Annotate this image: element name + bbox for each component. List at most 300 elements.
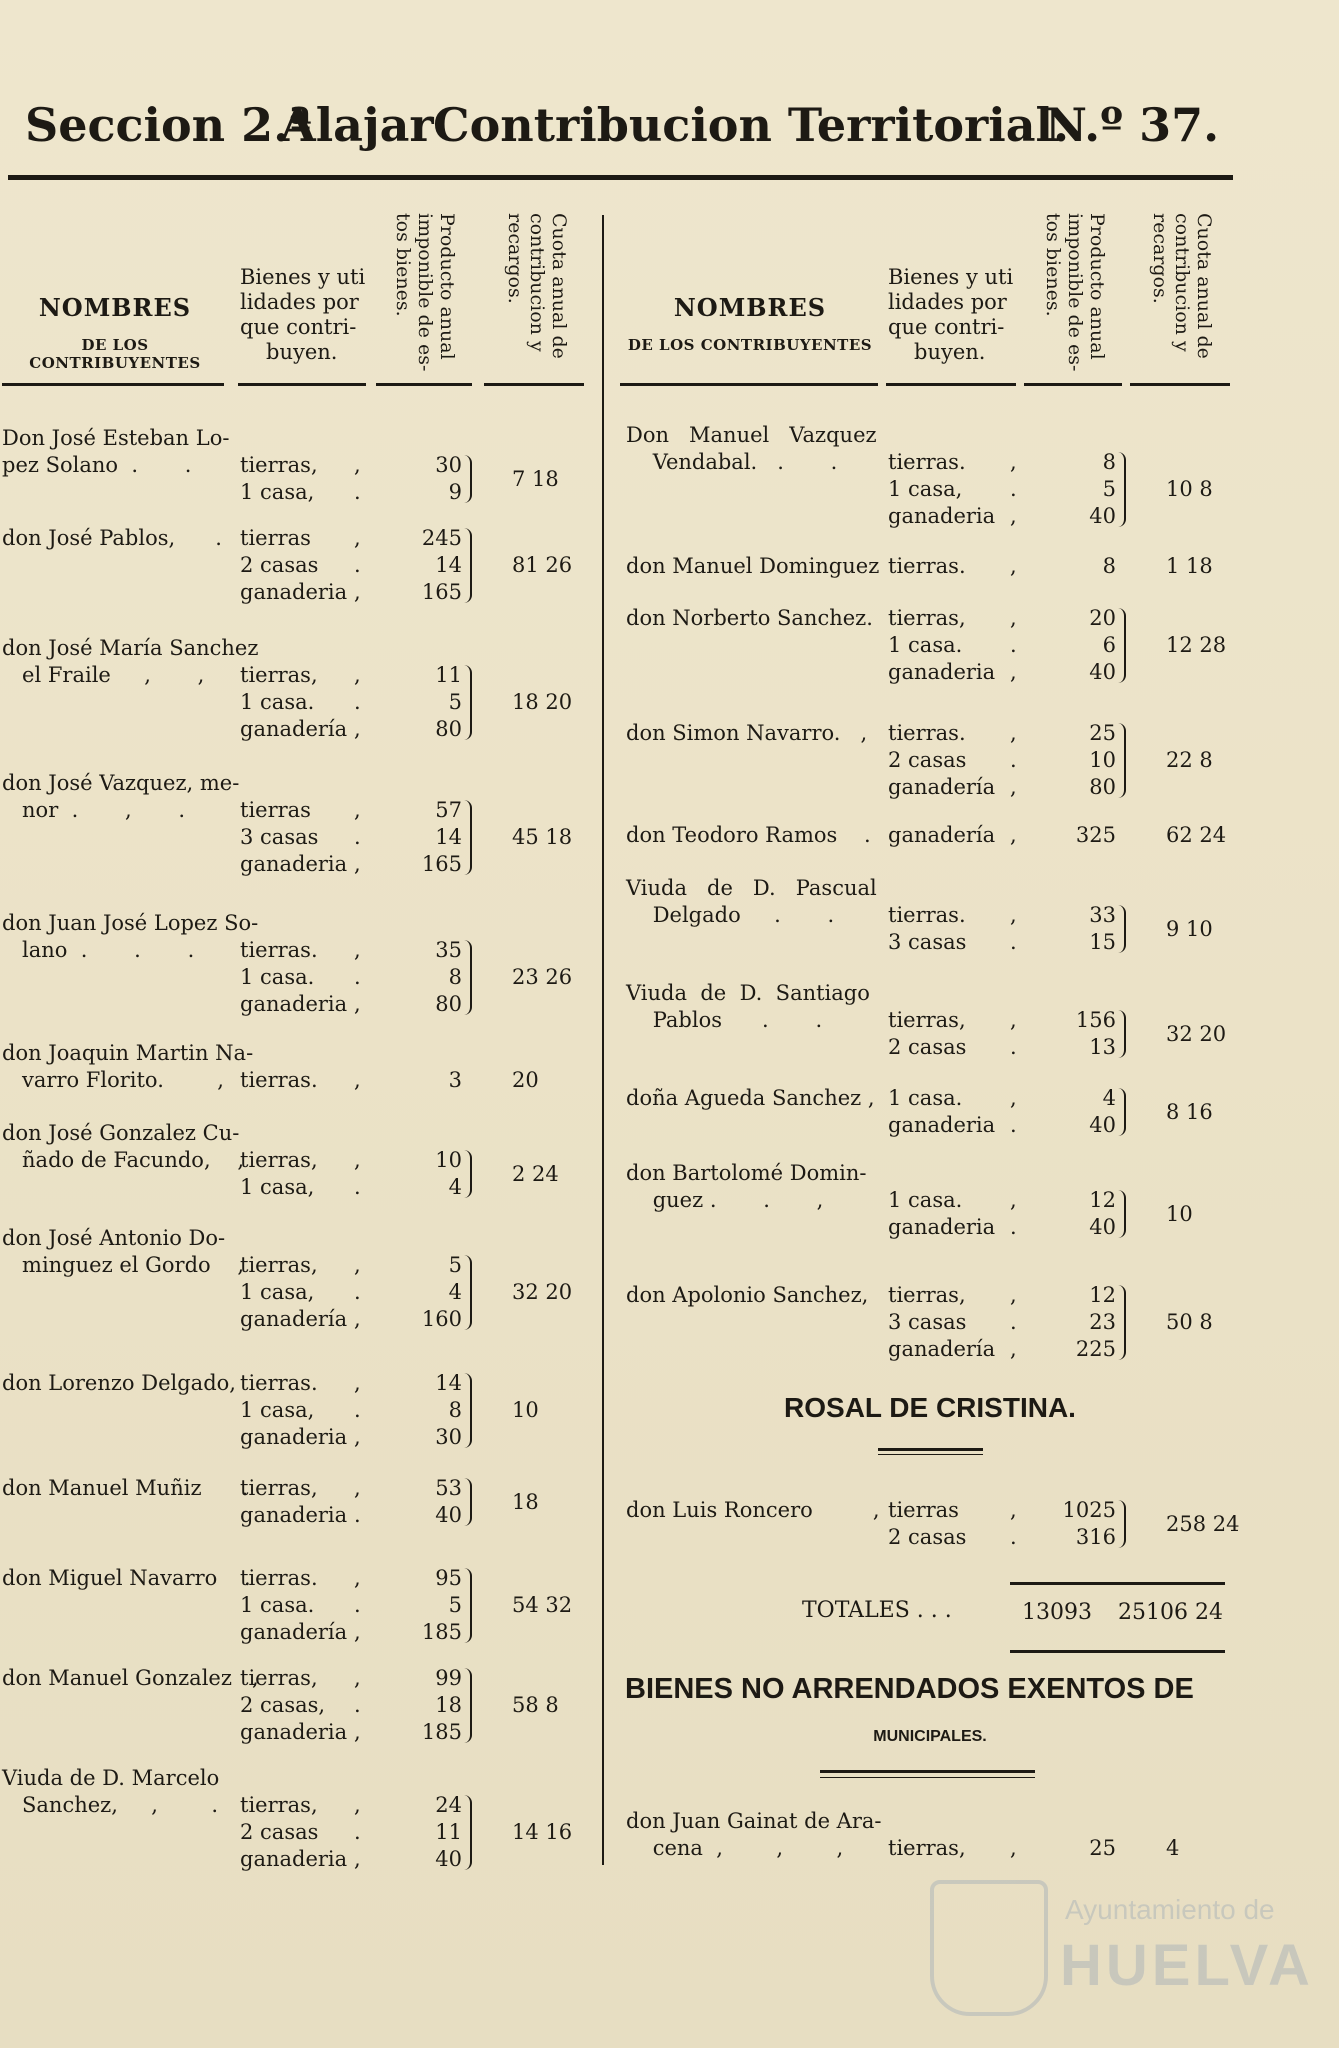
town-name: Alajar	[280, 98, 434, 152]
property-type: ganaderia	[888, 504, 996, 528]
brace-mark	[464, 940, 472, 1015]
producto-value: 99	[435, 1666, 462, 1690]
leader-mark: ,	[354, 992, 361, 1016]
brace-mark	[464, 1795, 472, 1870]
brace-mark	[464, 1373, 472, 1448]
producto-value: 53	[435, 1476, 462, 1500]
leader-mark: .	[1010, 633, 1017, 657]
producto-value: 5	[1102, 477, 1116, 501]
header-underline	[238, 383, 366, 386]
producto-value: 40	[1089, 1215, 1116, 1239]
property-type: 3 casas	[240, 825, 319, 849]
leader-mark: .	[1010, 1035, 1017, 1059]
leader-mark: ,	[1010, 1283, 1017, 1307]
cuota-value: 258 24	[1166, 1511, 1240, 1536]
brace-mark	[1118, 905, 1126, 953]
property-type: ganaderia	[240, 1425, 348, 1449]
cuota-value: 23 26	[512, 965, 573, 989]
taxpayer-name: don Juan José Lopez So-	[2, 911, 259, 935]
property-type: tierras.	[888, 554, 966, 578]
leader-mark: ,	[354, 852, 361, 876]
leader-mark: ,	[1010, 903, 1017, 927]
leader-mark: ,	[354, 1476, 361, 1500]
leader-mark: ,	[1010, 606, 1017, 630]
producto-value: 4	[1102, 1086, 1116, 1110]
bienes-line: que contri-	[888, 315, 1005, 339]
leader-mark: ,	[354, 1666, 361, 1690]
producto-value: 40	[1089, 660, 1116, 684]
property-type: tierras.	[240, 1068, 318, 1092]
taxpayer-name: Don Manuel Vazquez	[626, 423, 877, 447]
cuota-value: 7 18	[512, 466, 559, 491]
property-type: ganaderia	[888, 660, 996, 684]
cuota-value: 9 10	[1166, 916, 1213, 941]
producto-value: 10	[435, 1148, 462, 1172]
bienes-line: buyen.	[266, 340, 338, 364]
leader-mark: .	[354, 1175, 361, 1199]
property-type: 2 casas	[240, 553, 319, 577]
cuota-value: 32 20	[1166, 1021, 1227, 1046]
property-type: ganaderia	[240, 852, 348, 876]
producto-value: 4	[448, 1175, 462, 1199]
totals-cuota: 25106 24	[1118, 1600, 1223, 1625]
leader-mark: ,	[1010, 1337, 1017, 1361]
leader-mark: .	[1010, 930, 1017, 954]
producto-value: 57	[435, 798, 462, 822]
taxpayer-name: don Joaquin Martin Na-	[2, 1041, 254, 1065]
bienes-line: lidades por	[240, 290, 359, 314]
leader-mark: ,	[1010, 450, 1017, 474]
property-type: ganadería	[240, 717, 348, 741]
taxpayer-name: don Lorenzo Delgado,	[2, 1371, 236, 1395]
producto-value: 10	[1089, 748, 1116, 772]
leader-mark: ,	[354, 663, 361, 687]
cuota-value: 14 16	[512, 1820, 573, 1844]
property-type: 1 casa.	[888, 1188, 963, 1212]
producto-value: 40	[435, 1503, 462, 1527]
leader-mark: ,	[354, 1847, 361, 1871]
property-type: tierras,	[240, 1476, 318, 1500]
property-type: tierras,	[888, 1008, 966, 1032]
names-header-title: NOMBRES	[38, 293, 192, 322]
producto-value: 30	[435, 1425, 462, 1449]
leader-mark: ,	[1010, 660, 1017, 684]
taxpayer-name: don Bartolomé Domin-	[626, 1161, 867, 1185]
tax-title: Contribucion Territorial.	[433, 98, 1070, 152]
leader-mark: .	[354, 1820, 361, 1844]
cuota-value: 45 18	[512, 825, 573, 849]
producto-value: 14	[435, 1371, 462, 1395]
property-type: ganadería	[240, 1620, 348, 1644]
producto-value: 185	[421, 1620, 462, 1644]
taxpayer-name: don Teodoro Ramos .	[626, 823, 871, 847]
producto-value: 80	[435, 992, 462, 1016]
header-underline	[886, 383, 1016, 386]
taxpayer-name: don Apolonio Sanchez,	[626, 1283, 869, 1307]
brace-mark	[1118, 723, 1126, 798]
producto-value: 25	[1089, 721, 1116, 745]
cuota-value: 2 24	[512, 1161, 559, 1186]
property-type: 1 casa,	[240, 480, 315, 504]
producto-value: 5	[448, 1253, 462, 1277]
cuota-value: 12 28	[1166, 633, 1227, 657]
bienes-line: buyen.	[914, 340, 986, 364]
cuota-value: 20	[512, 1068, 539, 1092]
leader-mark: ,	[354, 580, 361, 604]
page-title	[25, 98, 1235, 168]
leader-mark: ,	[354, 526, 361, 550]
leader-mark: .	[354, 553, 361, 577]
producto-value: 9	[448, 480, 462, 504]
coat-of-arms-icon	[930, 1880, 1048, 2016]
property-type: tierras	[240, 798, 311, 822]
property-type: tierras,	[888, 1836, 966, 1860]
leader-mark: ,	[1010, 1086, 1017, 1110]
taxpayer-name: Don José Esteban Lo-	[2, 426, 230, 450]
property-type: tierras,	[240, 453, 318, 477]
producto-value: 8	[1102, 450, 1116, 474]
taxpayer-name: don José Antonio Do-	[2, 1226, 226, 1250]
property-type: tierras.	[888, 903, 966, 927]
producto-value: 8	[1102, 554, 1116, 578]
brace-mark	[464, 800, 472, 875]
property-type: tierras,	[888, 606, 966, 630]
property-type: tierras,	[240, 1148, 318, 1172]
property-type: tierras	[888, 1498, 959, 1522]
bienes-line: que contri-	[240, 315, 357, 339]
property-type: tierras,	[888, 1283, 966, 1307]
leader-mark: .	[354, 1503, 361, 1527]
property-type: 3 casas	[888, 930, 967, 954]
taxpayer-name: pez Solano . .	[2, 453, 192, 477]
cuota-value: 1 18	[1166, 554, 1213, 578]
leader-mark: .	[1010, 748, 1017, 772]
leader-mark: ,	[1010, 504, 1017, 528]
taxpayer-name: don Miguel Navarro .	[2, 1566, 251, 1590]
property-type: ganaderia	[888, 1215, 996, 1239]
property-type: tierras	[240, 526, 311, 550]
leader-mark: ,	[354, 798, 361, 822]
leader-mark: ,	[1010, 1008, 1017, 1032]
watermark	[930, 1880, 1330, 2010]
property-type: ganaderia	[240, 1847, 348, 1871]
producto-value: 165	[421, 580, 462, 604]
header-underline	[2, 383, 224, 386]
property-type: 1 casa,	[240, 1280, 315, 1304]
property-type: 1 casa.	[240, 690, 315, 714]
names-header-subtitle: DE LOS CONTRIBUYENTES	[627, 336, 873, 354]
rosal-ornament-rule	[878, 1448, 983, 1451]
cuota-value: 81 26	[512, 553, 573, 577]
rosal-heading: ROSAL DE CRISTINA.	[784, 1392, 1076, 1423]
producto-value: 8	[448, 1398, 462, 1422]
header-underline	[1024, 383, 1122, 386]
page-number: N.º 37.	[1045, 98, 1220, 152]
taxpayer-name: don Luis Roncero ,	[626, 1498, 880, 1522]
leader-mark: ,	[1010, 775, 1017, 799]
property-type: tierras,	[240, 1793, 318, 1817]
producto-value: 1025	[1062, 1498, 1116, 1522]
property-type: tierras.	[888, 450, 966, 474]
leader-mark: .	[354, 480, 361, 504]
leader-mark: ,	[354, 1793, 361, 1817]
property-type: tierras.	[240, 1566, 318, 1590]
brace-mark	[1118, 1010, 1126, 1058]
header-underline	[620, 383, 878, 386]
cuota-value: 54 32	[512, 1593, 573, 1617]
producto-value: 35	[435, 938, 462, 962]
taxpayer-name: el Fraile , ,	[2, 663, 205, 687]
property-type: 1 casa,	[240, 1175, 315, 1199]
property-type: 1 casa,	[240, 1398, 315, 1422]
property-type: 2 casas	[888, 1035, 967, 1059]
leader-mark: .	[354, 1398, 361, 1422]
producto-value: 5	[448, 690, 462, 714]
producto-value: 316	[1075, 1525, 1116, 1549]
names-header	[0, 293, 230, 372]
producto-value: 23	[1089, 1310, 1116, 1334]
producto-value: 225	[1075, 1337, 1116, 1361]
taxpayer-name: nor . , .	[2, 798, 186, 822]
rosal-ornament-rule	[878, 1454, 983, 1455]
leader-mark: ,	[354, 717, 361, 741]
brace-mark	[1118, 452, 1126, 527]
leader-mark: ,	[354, 453, 361, 477]
leader-mark: ,	[354, 1620, 361, 1644]
property-type: tierras.	[888, 721, 966, 745]
taxpayer-name: don José Pablos, .	[2, 526, 222, 550]
property-type: ganaderia	[240, 1720, 348, 1744]
producto-value: 14	[435, 825, 462, 849]
taxpayer-name: guez . . ,	[626, 1188, 824, 1212]
header-underline	[376, 383, 472, 386]
property-type: 1 casa.	[888, 633, 963, 657]
taxpayer-name: don Juan Gainat de Ara-	[626, 1809, 882, 1833]
brace-mark	[1118, 608, 1126, 683]
cuota-value: 32 20	[512, 1280, 573, 1304]
bienes-line: Bienes y uti	[888, 265, 1014, 289]
taxpayer-name: don José Gonzalez Cu-	[2, 1121, 240, 1145]
leader-mark: .	[1010, 1310, 1017, 1334]
property-type: tierras,	[240, 1253, 318, 1277]
taxpayer-name: don José Vazquez, me-	[2, 771, 240, 795]
column-divider	[602, 215, 604, 1865]
property-type: tierras.	[240, 938, 318, 962]
producto-header: Producto anual imponible de es- tos bienes.	[1042, 213, 1108, 372]
producto-value: 15	[1089, 930, 1116, 954]
property-type: ganadería	[888, 1337, 996, 1361]
property-type: tierras,	[240, 1666, 318, 1690]
producto-value: 6	[1102, 633, 1116, 657]
taxpayer-name: varro Florito. ,	[2, 1068, 224, 1092]
property-type: ganaderia	[240, 580, 348, 604]
brace-mark	[464, 1668, 472, 1743]
brace-mark	[464, 1255, 472, 1330]
property-type: 2 casas	[888, 748, 967, 772]
leader-mark: ,	[1010, 1498, 1017, 1522]
leader-mark: ,	[1010, 721, 1017, 745]
exentos-heading: BIENES NO ARRENDADOS EXENTOS DE	[625, 1673, 1194, 1705]
taxpayer-name: Sanchez, , .	[2, 1793, 219, 1817]
leader-mark: .	[1010, 1113, 1017, 1137]
taxpayer-name: lano . . .	[2, 938, 195, 962]
watermark-line2: HUELVA	[1060, 1933, 1314, 1998]
leader-mark: .	[354, 825, 361, 849]
property-type: 2 casas,	[240, 1693, 326, 1717]
property-type: 1 casa,	[888, 477, 963, 501]
taxpayer-name: ñado de Facundo, ,	[2, 1148, 244, 1172]
leader-mark: ,	[354, 1148, 361, 1172]
leader-mark: ,	[1010, 1188, 1017, 1212]
taxpayer-name: cena , , ,	[626, 1836, 844, 1860]
leader-mark: ,	[354, 1566, 361, 1590]
totals-rule	[1010, 1650, 1225, 1653]
brace-mark	[464, 1150, 472, 1198]
watermark-line1: Ayuntamiento de	[1065, 1894, 1275, 1925]
producto-value: 24	[435, 1793, 462, 1817]
taxpayer-name: Vendabal. . .	[626, 450, 838, 474]
cuota-value: 18 20	[512, 690, 573, 714]
taxpayer-name: don José María Sanchez	[2, 636, 259, 660]
brace-mark	[464, 455, 472, 503]
cuota-value: 4	[1166, 1836, 1180, 1860]
property-type: ganaderia	[888, 1113, 996, 1137]
leader-mark: .	[354, 965, 361, 989]
producto-value: 40	[1089, 504, 1116, 528]
names-header-subtitle: DE LOS CONTRIBUYENTES	[29, 336, 201, 372]
exentos-subheading: MUNICIPALES.	[873, 1728, 987, 1745]
producto-value: 5	[448, 1593, 462, 1617]
brace-mark	[1118, 1190, 1126, 1238]
property-type: ganaderia	[240, 992, 348, 1016]
producto-value: 13	[1089, 1035, 1116, 1059]
exentos-ornament-rule	[820, 1777, 1035, 1778]
cuota-value: 10	[512, 1398, 539, 1422]
brace-mark	[1118, 1500, 1126, 1548]
leader-mark: .	[1010, 1215, 1017, 1239]
leader-mark: ,	[354, 1307, 361, 1331]
producto-value: 3	[448, 1068, 462, 1092]
property-type: 1 casa.	[240, 965, 315, 989]
producto-value: 30	[435, 453, 462, 477]
taxpayer-name: minguez el Gordo ,	[2, 1253, 245, 1277]
producto-value: 156	[1075, 1008, 1116, 1032]
leader-mark: .	[1010, 1525, 1017, 1549]
brace-mark	[464, 665, 472, 740]
cuota-value: 18	[512, 1489, 539, 1514]
leader-mark: ,	[354, 1720, 361, 1744]
property-type: ganadería	[888, 823, 996, 847]
brace-mark	[464, 1478, 472, 1526]
taxpayer-name: Viuda de D. Santiago	[626, 981, 870, 1005]
producto-value: 14	[435, 553, 462, 577]
leader-mark: .	[354, 1593, 361, 1617]
producto-value: 165	[421, 852, 462, 876]
cuota-value: 62 24	[1166, 823, 1227, 847]
leader-mark: ,	[354, 1068, 361, 1092]
right-table-header	[620, 205, 1240, 395]
taxpayer-name: Viuda de D. Marcelo	[2, 1766, 220, 1790]
taxpayer-name: don Manuel Dominguez	[626, 554, 880, 578]
taxpayer-name: don Norberto Sanchez.	[626, 606, 873, 630]
taxpayer-name: don Simon Navarro. ,	[626, 721, 868, 745]
leader-mark: ,	[354, 1371, 361, 1395]
brace-mark	[464, 528, 472, 603]
leader-mark: ,	[354, 1425, 361, 1449]
taxpayer-name: don Manuel Gonzalez ,	[2, 1666, 259, 1690]
producto-value: 40	[435, 1847, 462, 1871]
producto-value: 25	[1089, 1836, 1116, 1860]
producto-value: 11	[435, 663, 462, 687]
exentos-ornament-rule	[820, 1770, 1035, 1773]
brace-mark	[1118, 1088, 1126, 1136]
property-type: ganadería	[240, 1307, 348, 1331]
property-type: ganaderia	[240, 1503, 348, 1527]
brace-mark	[464, 1568, 472, 1643]
leader-mark: ,	[1010, 823, 1017, 847]
left-table-header	[0, 205, 600, 395]
producto-header: Producto anual imponible de es- tos bienes.	[392, 213, 458, 372]
producto-value: 12	[1089, 1283, 1116, 1307]
leader-mark: .	[1010, 477, 1017, 501]
property-type: 2 casas	[888, 1525, 967, 1549]
producto-value: 12	[1089, 1188, 1116, 1212]
leader-mark: ,	[1010, 554, 1017, 578]
producto-value: 11	[435, 1820, 462, 1844]
names-header-title: NOMBRES	[673, 293, 827, 322]
bienes-header	[888, 265, 1018, 365]
producto-value: 185	[421, 1720, 462, 1744]
header-underline	[484, 383, 584, 386]
leader-mark: .	[354, 1280, 361, 1304]
title-rule	[8, 175, 1233, 180]
producto-value: 18	[435, 1693, 462, 1717]
producto-value: 160	[421, 1307, 462, 1331]
producto-value: 95	[435, 1566, 462, 1590]
property-type: 3 casas	[888, 1310, 967, 1334]
producto-value: 80	[1089, 775, 1116, 799]
cuota-value: 22 8	[1166, 748, 1213, 772]
names-header	[620, 293, 880, 354]
taxpayer-name: Delgado . .	[626, 903, 835, 927]
cuota-value: 10	[1166, 1201, 1193, 1226]
leader-mark: .	[354, 690, 361, 714]
property-type: tierras,	[240, 663, 318, 687]
producto-value: 33	[1089, 903, 1116, 927]
property-type: ganadería	[888, 775, 996, 799]
seccion-label: Seccion 2.ª	[25, 98, 312, 152]
header-underline	[1130, 383, 1230, 386]
bienes-header	[240, 265, 370, 365]
producto-value: 4	[448, 1280, 462, 1304]
taxpayer-name: doña Agueda Sanchez ,	[626, 1086, 875, 1110]
producto-value: 20	[1089, 606, 1116, 630]
producto-value: 8	[448, 965, 462, 989]
property-type: 1 casa.	[888, 1086, 963, 1110]
property-type: tierras.	[240, 1371, 318, 1395]
producto-value: 325	[1075, 823, 1116, 847]
totals-label: TOTALES . . .	[802, 1598, 952, 1623]
leader-mark: ,	[354, 938, 361, 962]
leader-mark: .	[354, 1693, 361, 1717]
property-type: 2 casas	[240, 1820, 319, 1844]
cuota-header: Cuota anual de contribucion y recargos.	[1149, 213, 1215, 359]
cuota-value: 10 8	[1166, 477, 1213, 501]
taxpayer-name: don Manuel Muñiz .	[2, 1476, 249, 1500]
leader-mark: ,	[1010, 1836, 1017, 1860]
cuota-value: 8 16	[1166, 1099, 1213, 1124]
taxpayer-name: Viuda de D. Pascual	[626, 876, 877, 900]
